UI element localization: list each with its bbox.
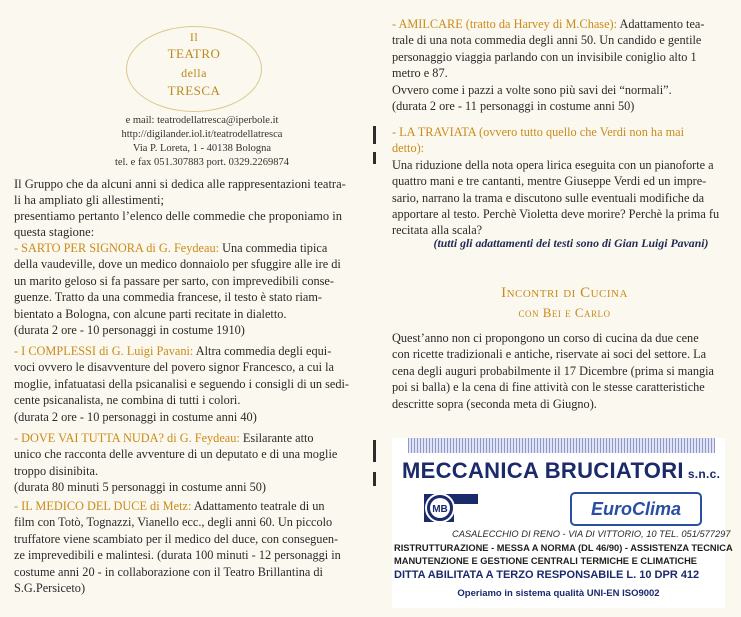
logo-line-4: TRESCA <box>167 83 221 98</box>
ad-header-stripe <box>408 438 715 453</box>
ad-services-line-1: RISTRUTTURAZIONE - MESSA A NORMA (DL 46/90) - ASSISTENZA TECNICA <box>394 543 733 553</box>
cooking-line: descritte sopra (seconda meta di Giugno). <box>392 396 597 411</box>
play-text: Ovvero come i pazzi a volte sono più savi dei “normali”. <box>392 82 672 97</box>
mb-logo-icon <box>420 488 482 528</box>
play-text: sario, narrano la trama e discutono sulle eventuali modifiche da <box>392 190 705 205</box>
play-text: truffatore viene scambiato per il medico del duce, con conseguen- <box>14 531 339 546</box>
play-title: - LA TRAVIATA (ovvero tutto quello che Verdi non ha mai <box>392 125 685 139</box>
euroclima-logo: EuroClima <box>570 492 702 526</box>
play-text: costume anni 20 - in collaborazione con il Teatro Brillantina di <box>14 564 323 579</box>
play-duration: (durata 2 ore - 10 personaggi in costume 1910) <box>14 323 245 338</box>
left-column <box>14 0 362 617</box>
play-text: trale di una nota commedia degli anni 50. Un candido e gentile <box>392 33 702 48</box>
cooking-paragraph <box>392 330 737 412</box>
intro-line: presentiamo pertanto l’elenco delle commedie che proponiamo in <box>14 209 343 223</box>
contact-block <box>72 114 332 170</box>
play-text: Altra commedia degli equi- <box>195 344 332 358</box>
intro-line: li ha ampliato gli allestimenti; <box>14 193 164 207</box>
play-duration: (durata 80 minuti 5 personaggi in costume anni 50) <box>14 480 267 495</box>
contact-phone: tel. e fax 051.307883 port. 0329.2269874 <box>114 157 290 168</box>
play-text: voci ovvero le disavventure del povero signor Francesco, a cui la <box>14 360 334 375</box>
play-text: bientato a Bologna, con alcune parti recitate in dialetto. <box>14 306 287 321</box>
ad-company-suffix: s.n.c. <box>687 467 721 481</box>
play-title: - SARTO PER SIGNORA di G. Feydeau: <box>14 241 220 255</box>
adaptations-footnote: (tutti gli adattamenti dei testi sono di Gian Luigi Pavani) <box>433 236 709 250</box>
play-title: - AMILCARE (tratto da Harvey di M.Chase): <box>392 17 618 31</box>
intro-paragraph <box>14 176 362 240</box>
play-text: Adattamento teatrale di un <box>193 499 325 513</box>
cooking-subtitle: con Bei e Carlo <box>518 305 611 320</box>
ad-company-title: MECCANICA BRUCIATORI <box>402 458 684 483</box>
cooking-line: con ricette tradizionali e antiche, riservate ai soci del settore. La <box>392 347 707 362</box>
play-title: - DOVE VAI TUTTA NUDA? di G. Feydeau: <box>14 431 240 445</box>
intro-line: Il Gruppo che da alcuni anni si dedica alle rappresentazioni teatra- <box>14 177 346 191</box>
fold-mark <box>373 472 376 486</box>
play-text: personaggio viaggia parlando con un invisibile coniglio alto 1 <box>392 49 697 64</box>
teatro-tresca-logo <box>126 26 262 112</box>
fold-mark <box>373 126 376 144</box>
play-duration: (durata 2 ore - 10 personaggi in costume anni 40) <box>14 409 257 424</box>
play-text: un marito geloso si fa passare per sarto, con imprevedibili conse- <box>14 273 334 288</box>
play-text: Esilarante atto <box>242 431 314 445</box>
play-text: Una commedia tipica <box>222 241 328 255</box>
play-duration: (durata 2 ore - 11 personaggi in costume anni 50) <box>392 99 635 114</box>
play-title: - IL MEDICO DEL DUCE di Metz: <box>14 499 192 513</box>
play-title-cont: detto): <box>392 141 425 156</box>
play-sarto-per-signora <box>14 240 362 338</box>
svg-text:MB: MB <box>432 504 448 515</box>
play-text: della vaudeville, dove un medico donnaiolo per sfuggire alle ire di <box>14 257 341 272</box>
logo-line-1: Il <box>189 30 199 44</box>
play-text: Adattamento tea- <box>619 17 705 31</box>
play-text: unico che racconta delle avventure di un deputato e di una moglie <box>14 447 338 462</box>
meccanica-bruciatori-ad <box>392 438 733 608</box>
cooking-title: Incontri di Cucina <box>501 285 628 301</box>
ad-services-line-2: MANUTENZIONE E GESTIONE CENTRALI TERMICHE E CLIMATICHE <box>394 556 698 566</box>
ad-quality-statement: Operiamo in sistema qualità UNI-EN ISO9002 <box>457 588 660 599</box>
ad-company-name <box>402 458 722 484</box>
play-text: cente psicanalista, ne combina di tutti i colori. <box>14 393 241 408</box>
play-text: moglie, infatuatasi della psicanalisi e seguendo i consigli di un sedi- <box>14 376 350 391</box>
play-dove-vai-tutta-nuda <box>14 430 362 496</box>
play-text: guenze. Tratto da una commedia francese, il testo è stato riam- <box>14 290 323 305</box>
play-text: metro e 87. <box>392 66 448 81</box>
contact-address: Via P. Loreta, 1 - 40138 Bologna <box>132 143 272 154</box>
cooking-line: Quest’anno non ci propongono un corso di cucina da due cene <box>392 331 699 345</box>
ad-services-line-3: DITTA ABILITATA A TERZO RESPONSABILE L. 10 DPR 412 <box>394 569 700 581</box>
ad-address: CASALECCHIO DI RENO - VIA DI VITTORIO, 10 TEL. 051/577297 <box>452 529 731 539</box>
logo-line-3: della <box>181 66 207 80</box>
play-text: recitata alla scala? <box>392 223 483 238</box>
play-text: S.G.Persiceto) <box>14 581 86 596</box>
contact-email: e mail: teatrodellatresca@iperbole.it <box>125 115 279 126</box>
play-text: quattro mani e tre cantanti, mentre Giuseppe Verdi ed un impre- <box>392 174 707 189</box>
play-text: apportare al testo. Perchè Violetta deve morire? Perchè la prima fu <box>392 207 720 222</box>
play-amilcare <box>392 16 737 114</box>
play-text: film con Totò, Tognazzi, Vianello ecc., degli anni 60. Un piccolo <box>14 515 333 530</box>
contact-url: http://digilander.iol.it/teatrodellatresca <box>121 129 283 140</box>
play-text: Una riduzione della nota opera lirica eseguita con un pianoforte a <box>392 157 714 172</box>
play-i-complessi <box>14 343 362 425</box>
cooking-line: poi si balla) e la cena di fine attività con le stesse caratteristiche <box>392 380 705 395</box>
intro-line: questa stagione: <box>14 225 95 239</box>
play-il-medico-del-duce <box>14 498 362 596</box>
fold-mark <box>373 152 376 164</box>
play-text: troppo disinibita. <box>14 463 99 478</box>
play-la-traviata <box>392 124 737 239</box>
play-text: ze imprevedibili e malintesi. (durata 100 minuti - 12 personaggi in <box>14 548 341 563</box>
play-title: - I COMPLESSI di G. Luigi Pavani: <box>14 344 194 358</box>
logo-line-2: TEATRO <box>167 46 221 61</box>
fold-mark <box>373 440 376 462</box>
cooking-line: cena degli auguri probabilmente il 17 Dicembre (prima si mangia <box>392 363 715 378</box>
